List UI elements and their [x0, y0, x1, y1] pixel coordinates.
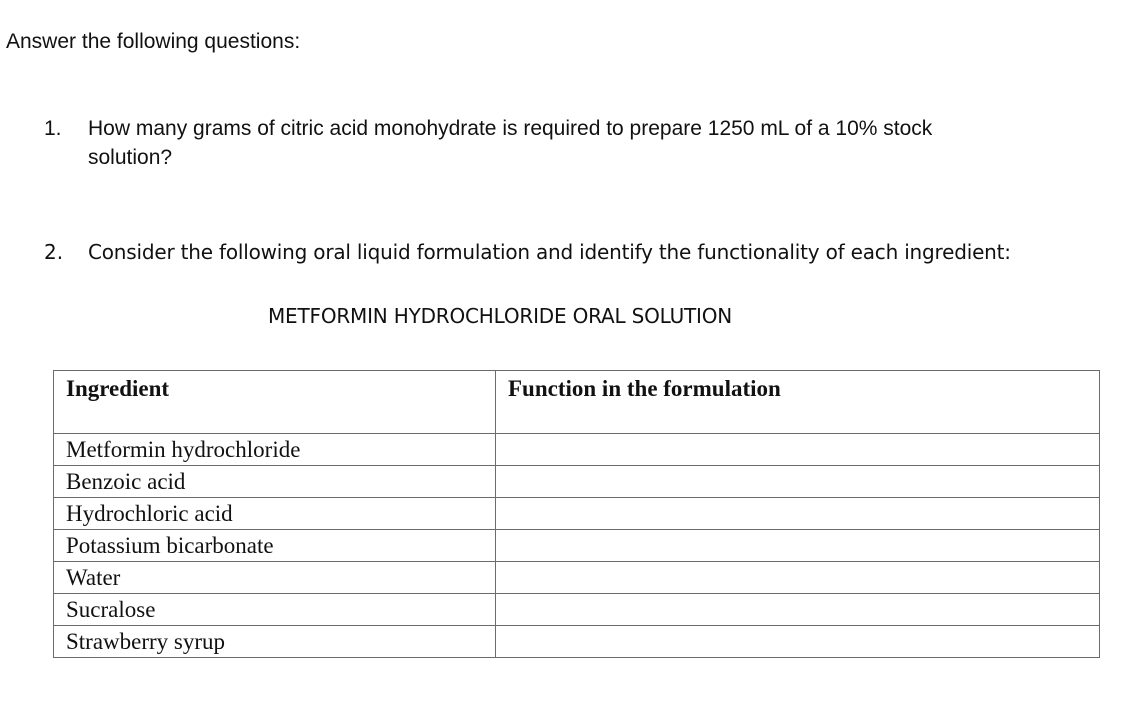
function-cell[interactable] — [496, 594, 1100, 626]
table-row — [54, 498, 1100, 530]
table-row — [54, 562, 1100, 594]
header-ingredient: Ingredient — [54, 371, 496, 434]
header-function: Function in the formulation — [496, 371, 1100, 434]
table-row — [54, 466, 1100, 498]
instructions-text: Answer the following questions: — [6, 30, 301, 53]
table-row — [54, 594, 1100, 626]
function-cell[interactable] — [496, 466, 1100, 498]
function-cell[interactable] — [496, 562, 1100, 594]
formulation-title: METFORMIN HYDROCHLORIDE ORAL SOLUTION — [268, 304, 733, 328]
ingredient-cell: Potassium bicarbonate — [54, 530, 496, 562]
table-row — [54, 530, 1100, 562]
ingredient-cell: Hydrochloric acid — [54, 498, 496, 530]
table-header-row — [54, 371, 1100, 434]
ingredient-table — [53, 370, 1100, 658]
ingredient-cell: Benzoic acid — [54, 466, 496, 498]
question-1-number: 1. — [44, 117, 62, 140]
question-2-text: Consider the following oral liquid formulation and identify the functionality of each ingredient: — [88, 240, 1011, 264]
ingredient-cell: Metformin hydrochloride — [54, 434, 496, 466]
table-row — [54, 626, 1100, 658]
ingredient-cell: Water — [54, 562, 496, 594]
ingredient-cell: Sucralose — [54, 594, 496, 626]
function-cell[interactable] — [496, 530, 1100, 562]
table-row — [54, 434, 1100, 466]
function-cell[interactable] — [496, 626, 1100, 658]
function-cell[interactable] — [496, 498, 1100, 530]
ingredient-cell: Strawberry syrup — [54, 626, 496, 658]
question-1-text: How many grams of citric acid monohydrate is required to prepare 1250 mL of a 10% stock solution? — [88, 117, 933, 169]
function-cell[interactable] — [496, 434, 1100, 466]
question-2-number: 2. — [44, 240, 64, 264]
